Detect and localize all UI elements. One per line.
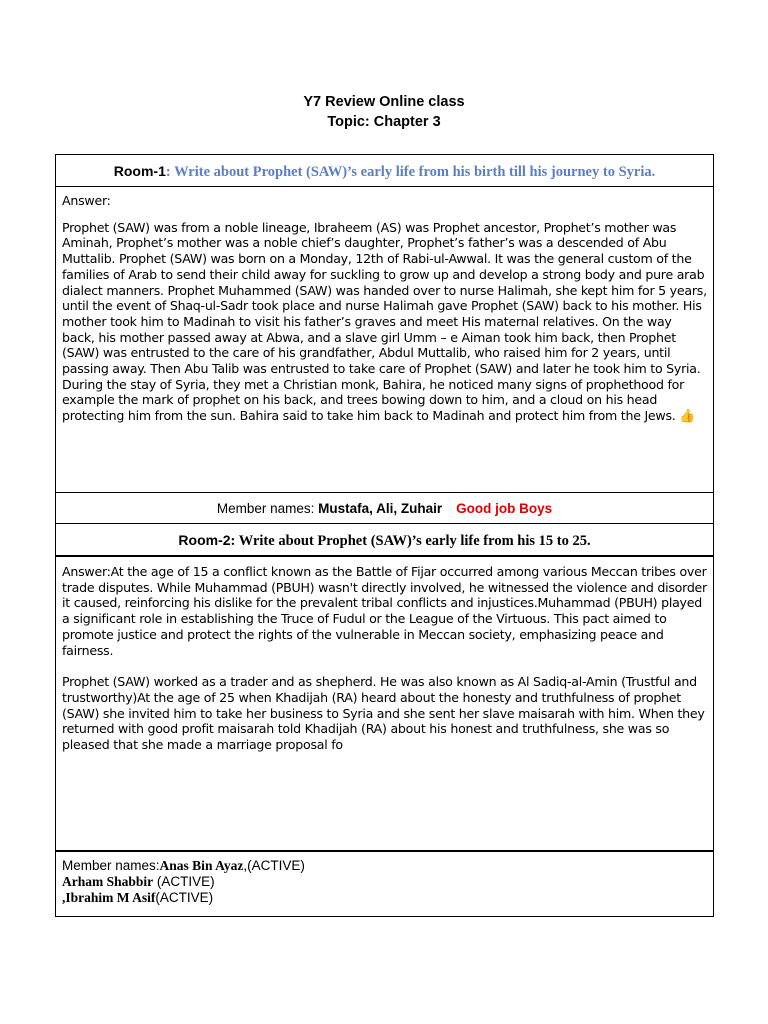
room2-question: : Write about Prophet (SAW)’s early life from his 15 to 25. [230, 533, 591, 549]
room2-answer-paragraph-2: Prophet (SAW) worked as a trader and as shepherd. He was also known as Al Sadiq-al-Amin (Trustful and trustworthy)At the age of 25 when Khadijah (RA) heard about the honesty and truthfulness of prophet (SAW) she invited him to take her business to Syria and she sent her slave maisarah with him. When they returned with good profit maisarah told Khadijah (RA) about his honest and truthfulness, she was so pleased that she made a marriage proposal fo [62, 674, 705, 753]
room1-question: : Write about Prophet (SAW)’s early life from his birth till his journey to Syria. [165, 164, 656, 180]
room2-member-1: Anas Bin Ayaz [159, 858, 244, 873]
thumbs-up-icon: 👍 [679, 409, 696, 425]
room2-member-3-status: (ACTIVE) [155, 890, 214, 905]
document-topic: Topic: Chapter 3 [327, 114, 441, 130]
room1-answer-body: Prophet (SAW) was from a noble lineage, Ibraheem (AS) was Prophet ancestor, Prophet’s mother was Aminah, Prophet’s mother was a noble chief’s daughter, Prophet’s father’s was a descended of Abu Muttalib. Prophet (SAW) was born on a Monday, 12th of Rabi-ul-Awwal. It was the general custom of the families of Arab to send their child away for suckling to grow up and develop a strong body and pure arab dialect manners. Prophet Muhammed (SAW) was handed over to nurse Halimah, she kept him for 5 years, until the event of Shaq-ul-Sadr took place and nurse Halimah gave Prophet (SAW) back to his mother. His mother took him to Madinah to visit his father’s graves and meet His maternal relatives. On the way back, his mother passed away at Abwa, and a slave girl Umm – e Aiman took him back, then Prophet (SAW) was entrusted to the care of his grandfather, Abdul Muttalib, who raised him for 2 years, until passing away. Then Abu Talib was entrusted to take care of Prophet (SAW) and later he took him to Syria. During the stay of Syria, they met a Christian monk, Bahira, he noticed many signs of prophethood for example the mark of prophet on his back, and trees bowing down to him, and a cloud on his head protecting him from the sun. Bahira said to take him back to Madinah and protect him from the Jews. [62, 219, 707, 424]
room1-answer-text [62, 220, 707, 425]
room1-feedback: Good job Boys [456, 501, 553, 516]
room2-member-3: Ibrahim M Asif [65, 890, 156, 905]
room1-members: Mustafa, Ali, Zuhair [318, 501, 443, 516]
room1-answer-row [56, 187, 713, 493]
room1-question-row [56, 155, 713, 187]
review-table [55, 154, 714, 917]
room1-members-label: Member names: [216, 501, 319, 516]
room2-members-label: Member names: [62, 858, 160, 873]
document-title: Y7 Review Online class [303, 94, 465, 110]
room2-member-2-status: (ACTIVE) [153, 874, 215, 889]
room2-label: Room-2 [178, 532, 231, 548]
room2-members-row [56, 852, 713, 916]
room2-answer-row [56, 557, 713, 852]
room2-member-3-prefix: , [62, 890, 66, 905]
room1-answer-label: Answer: [62, 193, 111, 208]
room2-answer-paragraph-1: Answer:At the age of 15 a conflict known as the Battle of Fijar occurred among various Meccan tribes over trade disputes. While Muhammad (PBUH) wasn't directly involved, he witnessed the violence and disorder it caused, reinforcing his dislike for the prevalent tribal conflicts and injustices.Muhammad (PBUH) played a significant role in establishing the Truce of Fudul or the League of the Virtuous. This pact aimed to promote justice and protect the rights of the vulnerable in Meccan society, emphasizing peace and fairness. [62, 564, 707, 658]
room2-member-1-status: ,(ACTIVE) [243, 858, 305, 873]
room2-member-2: Arham Shabbir [62, 874, 154, 889]
room1-members-row [56, 493, 713, 524]
room1-label: Room-1 [113, 163, 166, 179]
room2-question-row [56, 524, 713, 557]
